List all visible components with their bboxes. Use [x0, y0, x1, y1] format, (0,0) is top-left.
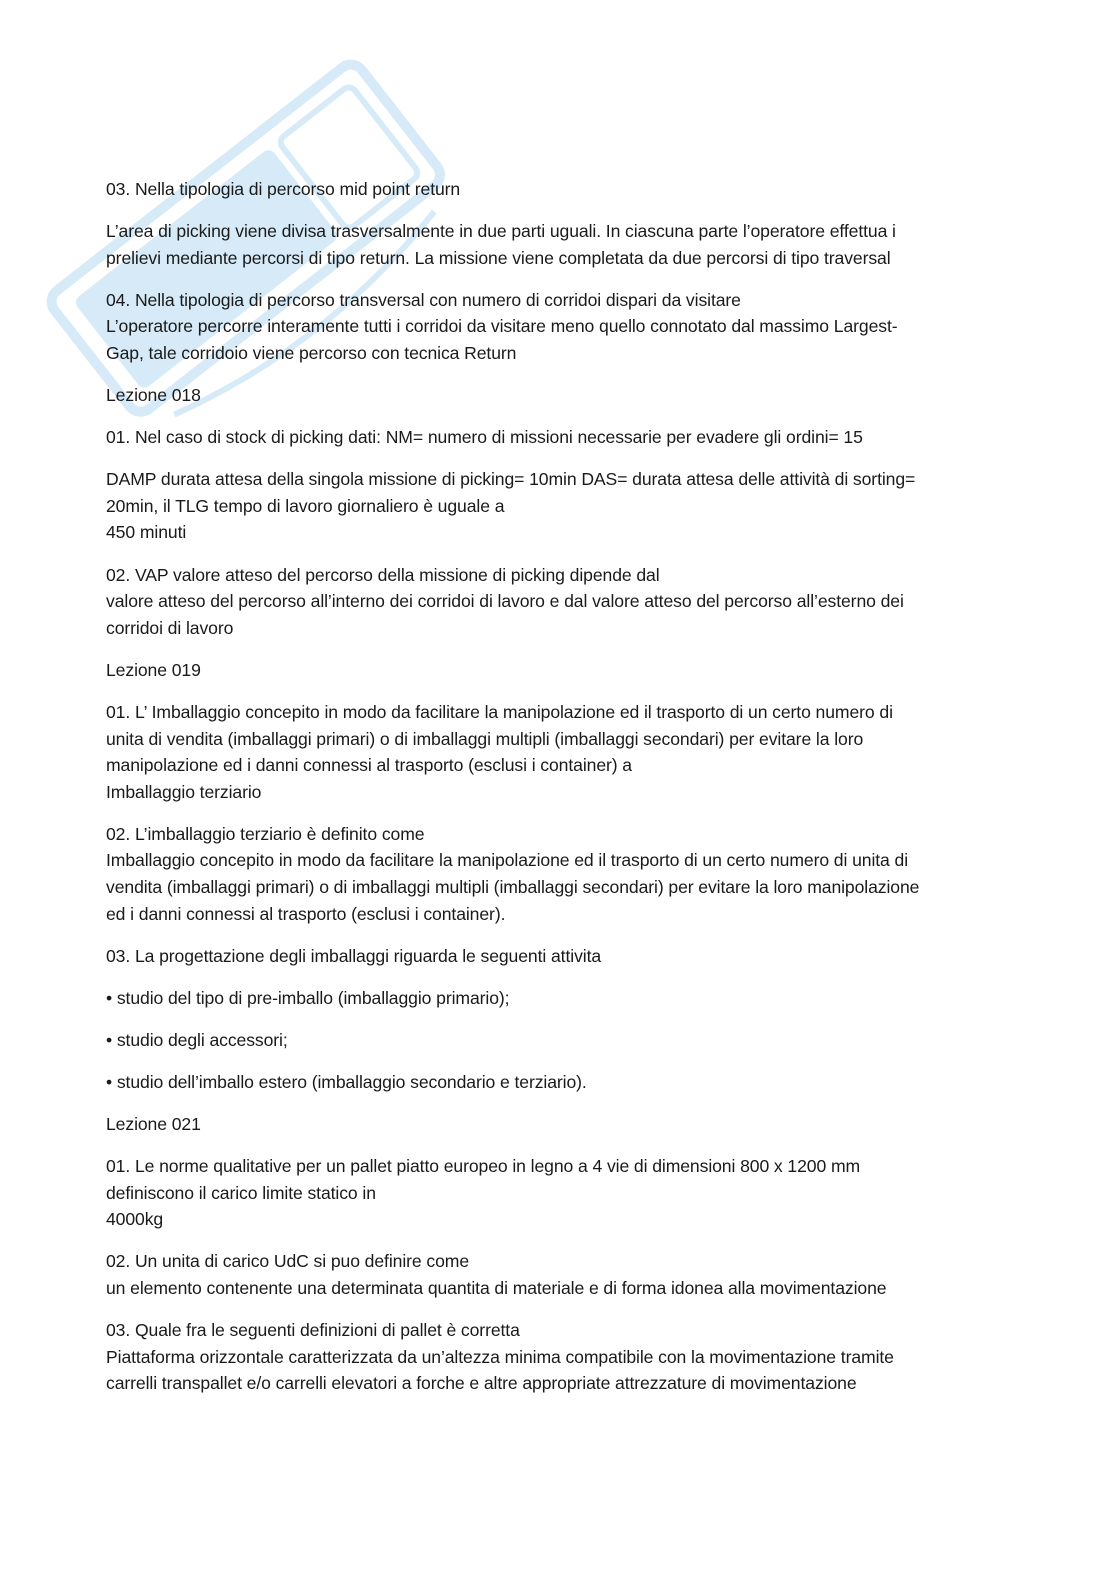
text-paragraph [106, 466, 1006, 546]
text-line: Piattaforma orizzontale caratterizzata da un’altezza minima compatibile con la movimentazione tramite [106, 1346, 894, 1367]
text-line: 20min, il TLG tempo di lavoro giornaliero è uguale a [106, 495, 505, 516]
text-line: 03. Nella tipologia di percorso mid point return [106, 179, 461, 199]
text-paragraph [106, 943, 1006, 970]
text-paragraph [106, 821, 1006, 927]
text-paragraph [106, 1111, 1006, 1138]
text-line: Gap, tale corridoio viene percorso con tecnica Return [106, 342, 517, 363]
text-line: 01. L’ Imballaggio concepito in modo da facilitare la manipolazione ed il trasporto di un certo numero di [106, 701, 893, 722]
text-line: • studio dell’imballo estero (imballaggio secondario e terziario). [106, 1071, 587, 1092]
text-paragraph [106, 699, 1006, 805]
text-line: L’operatore percorre interamente tutti i corridoi da visitare meno quello connotato dal massimo Largest- [106, 316, 898, 337]
text-line: ed i danni connessi al trasporto (esclusi i container). [106, 903, 506, 924]
text-line: Lezione 018 [106, 385, 201, 406]
text-line: 02. L’imballaggio terziario è definito come [106, 823, 425, 844]
text-paragraph [106, 1248, 1006, 1301]
text-line: unita di vendita (imballaggi primari) o di imballaggi multipli (imballaggi secondari) per evitare la loro [106, 728, 864, 749]
text-line: valore atteso del percorso all’interno dei corridoi di lavoro e dal valore atteso del percorso all’esterno dei [106, 591, 904, 612]
text-paragraph [106, 424, 1006, 451]
document-body [106, 176, 1006, 1412]
text-line: Imballaggio concepito in modo da facilitare la manipolazione ed il trasporto di un certo numero di unita di [106, 850, 909, 871]
text-line: • studio del tipo di pre-imballo (imballaggio primario); [106, 987, 510, 1008]
text-line: Lezione 019 [106, 659, 201, 680]
text-line: prelievi mediante percorsi di tipo return. La missione viene completata da due percorsi di tipo traversal [106, 247, 891, 268]
text-line: 02. Un unita di carico UdC si puo definire come [106, 1251, 469, 1272]
text-line: Lezione 021 [106, 1114, 201, 1135]
text-line: un elemento contenente una determinata quantita di materiale e di forma idonea alla movimentazione [106, 1278, 887, 1298]
text-line: 01. Nel caso di stock di picking dati: NM= numero di missioni necessarie per evadere gli ordini= 15 [106, 427, 863, 448]
text-paragraph [106, 562, 1006, 642]
text-paragraph [106, 176, 1006, 203]
text-line: 01. Le norme qualitative per un pallet piatto europeo in legno a 4 vie di dimensioni 800 x 1200 mm [106, 1156, 861, 1177]
text-paragraph [106, 218, 1006, 271]
text-line: 450 minuti [106, 522, 187, 543]
text-line: vendita (imballaggi primari) o di imballaggi multipli (imballaggi secondari) per evitare la loro manipolazione [106, 876, 920, 897]
text-paragraph [106, 657, 1006, 684]
text-line: 4000kg [106, 1209, 164, 1230]
text-line: 02. VAP valore atteso del percorso della missione di picking dipende dal [106, 564, 660, 585]
text-line: definiscono il carico limite statico in [106, 1182, 376, 1203]
text-paragraph [106, 1317, 1006, 1397]
text-paragraph [106, 1027, 1006, 1054]
text-line: 03. Quale fra le seguenti definizioni di pallet è corretta [106, 1320, 520, 1341]
text-line: 04. Nella tipologia di percorso transversal con numero di corridoi dispari da visitare [106, 289, 741, 310]
text-paragraph [106, 1069, 1006, 1096]
text-paragraph [106, 985, 1006, 1012]
text-line: Imballaggio terziario [106, 781, 262, 802]
text-line: L’area di picking viene divisa trasversalmente in due parti uguali. In ciascuna parte l’operatore effettua i [106, 221, 896, 242]
text-paragraph [106, 287, 1006, 367]
text-line: DAMP durata attesa della singola missione di picking= 10min DAS= durata attesa delle attività di sorting= [106, 469, 916, 490]
text-line: carrelli transpallet e/o carrelli elevatori a forche e altre appropriate attrezzature di movimentazione [106, 1373, 857, 1394]
text-paragraph [106, 1153, 1006, 1233]
text-line: • studio degli accessori; [106, 1029, 288, 1050]
text-line: manipolazione ed i danni connessi al trasporto (esclusi i container) a [106, 755, 632, 776]
text-line: 03. La progettazione degli imballaggi riguarda le seguenti attivita [106, 945, 602, 966]
text-paragraph [106, 382, 1006, 409]
text-line: corridoi di lavoro [106, 617, 234, 638]
